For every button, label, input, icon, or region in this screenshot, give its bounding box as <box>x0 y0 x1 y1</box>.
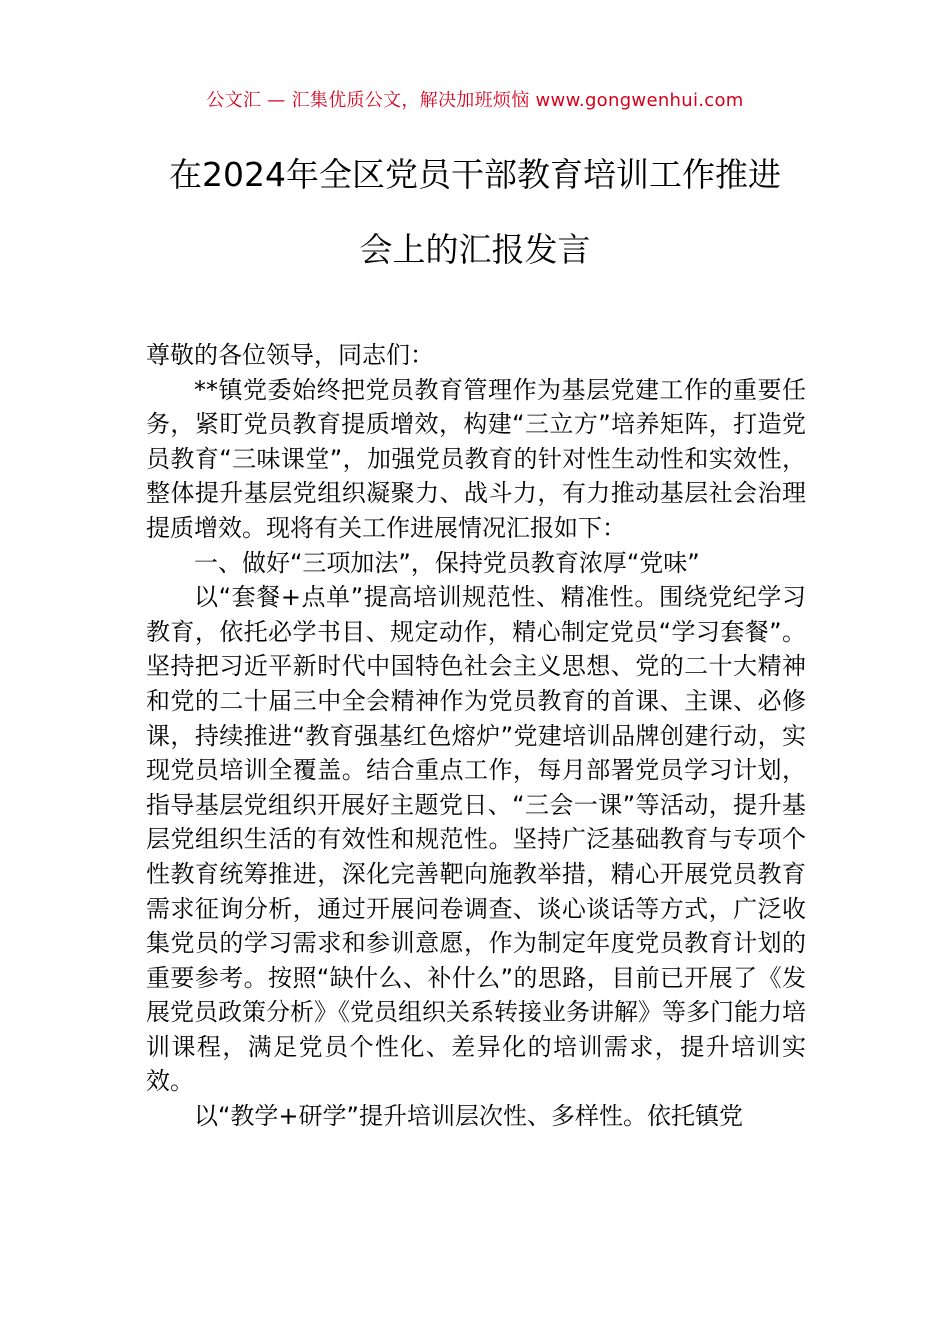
paragraph-teaching-research: 以“教学+研学”提升培训层次性、多样性。依托镇党 <box>194 1102 743 1131</box>
document-title-line-2: 会上的汇报发言 <box>359 230 591 269</box>
document-title-line-1: 在2024年全区党员干部教育培训工作推进 <box>169 155 781 194</box>
section-heading-1: 一、做好“三项加法”，保持党员教育浓厚“党味” <box>194 548 700 577</box>
document-body <box>146 338 806 1134</box>
paragraph-training-package: 以“套餐+点单”提高培训规范性、精准性。围绕党纪学习教育，依托必学书目、规定动作，精心制定党员“学习套餐”。坚持把习近平新时代中国特色社会主义思想、党的二十大精神和党的二十届三中全会精神作为党员教育的首课、主课、必修课，持续推进“教育强基红色熔炉”党建培训品牌创建行动，实现党员培训全覆盖。结合重点工作，每月部署党员学习计划，指导基层党组织开展好主题党日、“三会一课”等活动，提升基层党组织生活的有效性和规范性。坚持广泛基础教育与专项个性教育统筹推进，深化完善靶向施教举措，精心开展党员教育需求征询分析，通过开展问卷调查、谈心谈话等方式，广泛收集党员的学习需求和参训意愿，作为制定年度党员教育计划的重要参考。按照“缺什么、补什么”的思路，目前已开展了《发展党员政策分析》《党员组织关系转接业务讲解》等多门能力培训课程，满足党员个性化、差异化的培训需求，提升培训实效。 <box>146 583 806 1096</box>
watermark-header: 公文汇 — 汇集优质公文，解决加班烦恼 www.gongwenhui.com <box>206 90 744 111</box>
paragraph-intro: **镇党委始终把党员教育管理作为基层党建工作的重要任务，紧盯党员教育提质增效，构建“三立方”培养矩阵，打造党员教育“三味课堂”，加强党员教育的针对性生动性和实效性，整体提升基层党组织凝聚力、战斗力，有力推动基层社会治理提质增效。现将有关工作进展情况汇报如下： <box>146 375 806 542</box>
salutation: 尊敬的各位领导，同志们： <box>146 341 434 369</box>
